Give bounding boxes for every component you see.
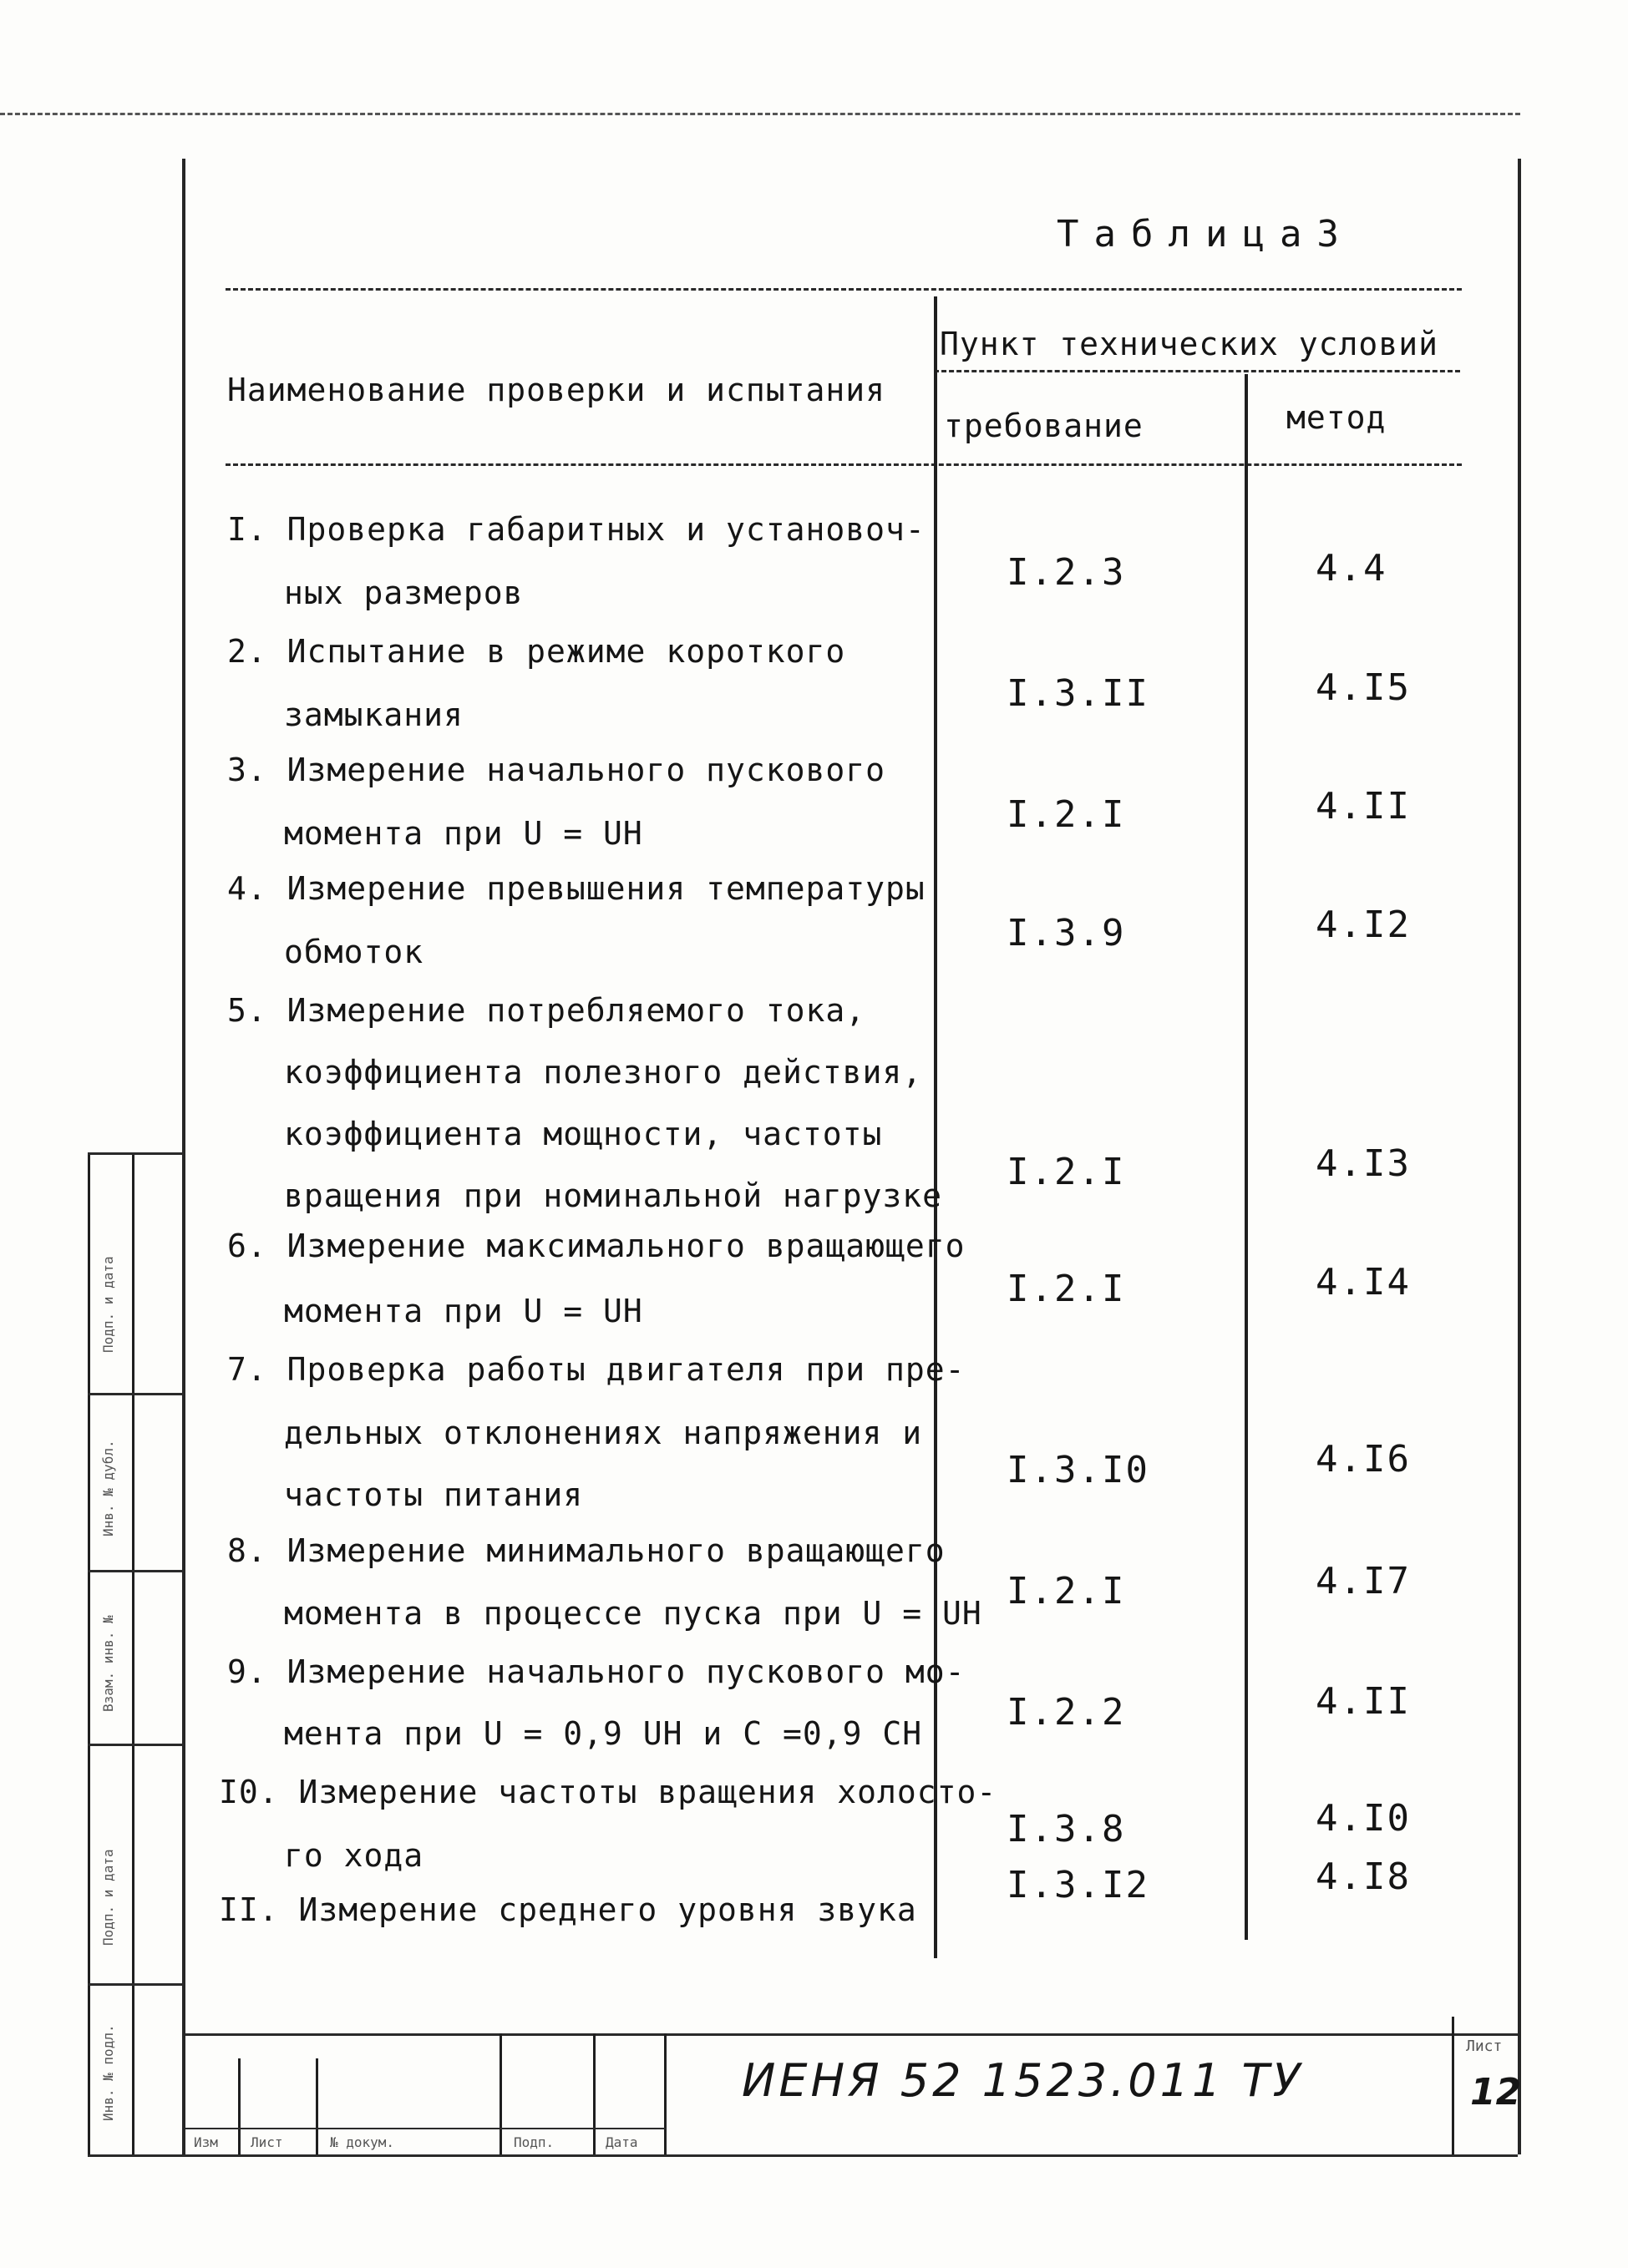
row-method: 4.I3: [1316, 1142, 1411, 1185]
tb-divider: [664, 2033, 667, 2154]
row-method: 4.I8: [1316, 1855, 1411, 1898]
title-block-bottom: [88, 2154, 1518, 2157]
row-text: го хода: [284, 1837, 424, 1874]
row-text: момента в процессе пуска при U = UН: [284, 1595, 982, 1632]
side-label: Взам. инв. №: [100, 1615, 116, 1712]
tb-divider: [316, 2058, 318, 2154]
column-divider-1: [934, 296, 937, 1958]
side-strip-sep: [88, 1983, 184, 1986]
table-title: Таблица3: [1057, 213, 1354, 256]
header-name: Наименование проверки и испытания: [227, 372, 885, 408]
row-requirement: I.3.II: [1007, 672, 1149, 715]
row-requirement: I.2.I: [1007, 1268, 1126, 1310]
row-method: 4.I6: [1316, 1438, 1411, 1481]
row-requirement: I.3.8: [1007, 1808, 1126, 1850]
side-strip-sep: [88, 1744, 184, 1746]
row-text: коэффициента полезного действия,: [284, 1054, 923, 1091]
row-method: 4.I0: [1316, 1797, 1411, 1840]
sheet-number: 12: [1470, 2071, 1522, 2114]
side-strip-sep: [88, 1393, 184, 1395]
row-text: вращения при номинальной нагрузке: [284, 1177, 942, 1214]
row-method: 4.I7: [1316, 1560, 1411, 1602]
row-text: мента при U = 0,9 UН и С =0,9 СН: [284, 1715, 923, 1752]
row-requirement: I.2.2: [1007, 1691, 1126, 1734]
tb-col-label: Изм: [194, 2134, 218, 2150]
row-text: частоты питания: [284, 1476, 584, 1513]
row-requirement: I.2.I: [1007, 1151, 1126, 1193]
row-text: 9. Измерение начального пускового мо-: [227, 1653, 966, 1690]
document-designation: ИЕНЯ 52 1523.011 ТУ: [742, 2054, 1304, 2107]
header-group: Пункт технических условий: [940, 326, 1438, 362]
row-requirement: I.2.I: [1007, 793, 1126, 836]
row-requirement: I.3.I2: [1007, 1864, 1149, 1906]
row-method: 4.II: [1316, 785, 1411, 828]
tb-col-label: Лист: [251, 2134, 283, 2150]
row-requirement: I.3.I0: [1007, 1449, 1149, 1491]
row-text: дельных отклонениях напряжения и: [284, 1415, 923, 1451]
side-strip-mid: [132, 1152, 134, 2154]
row-text: замыкания: [284, 696, 464, 733]
tb-col-label: Подп.: [514, 2134, 555, 2150]
tb-divider: [238, 2058, 241, 2154]
tb-divider: [500, 2033, 502, 2154]
tb-col-label: № докум.: [330, 2134, 395, 2150]
row-requirement: I.2.3: [1007, 551, 1126, 594]
title-block-top: [185, 2033, 1518, 2036]
header-method: метод: [1286, 399, 1387, 436]
row-text: 5. Измерение потребляемого тока,: [227, 992, 866, 1029]
row-text: 3. Измерение начального пускового: [227, 752, 885, 788]
side-strip-left: [88, 1152, 90, 2154]
row-method: 4.I5: [1316, 666, 1411, 709]
row-text: 4. Измерение превышения температуры: [227, 870, 926, 907]
row-text: 8. Измерение минимального вращающего: [227, 1532, 946, 1569]
row-method: 4.I2: [1316, 904, 1411, 946]
row-method: 4.I4: [1316, 1261, 1411, 1304]
side-label: Подп. и дата: [100, 1849, 116, 1946]
side-label: Инв. № дубл.: [100, 1440, 116, 1536]
row-text: I. Проверка габаритных и установоч-: [227, 511, 926, 548]
row-requirement: I.3.9: [1007, 912, 1126, 954]
row-text: обмоток: [284, 934, 424, 970]
row-text: коэффициента мощности, частоты: [284, 1116, 883, 1152]
tb-divider: [593, 2033, 596, 2154]
tb-col-label: Дата: [606, 2134, 638, 2150]
row-text: 6. Измерение максимального вращающего: [227, 1228, 966, 1264]
row-requirement: I.2.I: [1007, 1570, 1126, 1612]
row-text: I0. Измерение частоты вращения холосто-: [219, 1774, 997, 1810]
header-bottom-rule: [226, 463, 1462, 466]
row-text: ных размеров: [284, 575, 524, 611]
row-text: момента при U = UН: [284, 1293, 643, 1329]
row-method: 4.4: [1316, 547, 1387, 590]
sheet-label: Лист: [1466, 2038, 1503, 2055]
header-top-rule: [226, 288, 1462, 291]
side-strip-sep: [88, 1570, 184, 1572]
tb-divider: [1452, 2017, 1454, 2154]
side-label: Инв. № подл.: [100, 2024, 116, 2121]
header-group-rule: [934, 370, 1460, 372]
column-divider-2: [1245, 374, 1248, 1940]
side-strip-top: [88, 1152, 184, 1155]
row-method: 4.II: [1316, 1680, 1411, 1723]
side-label: Подп. и дата: [100, 1256, 116, 1353]
header-requirement: требование: [944, 408, 1144, 444]
row-text: II. Измерение среднего уровня звука: [219, 1891, 917, 1928]
row-text: 7. Проверка работы двигателя при пре-: [227, 1351, 966, 1388]
tb-row-line: [185, 2128, 666, 2129]
row-text: момента при U = UН: [284, 815, 643, 852]
page-top-edge: [0, 113, 1520, 115]
row-text: 2. Испытание в режиме короткого: [227, 633, 846, 670]
